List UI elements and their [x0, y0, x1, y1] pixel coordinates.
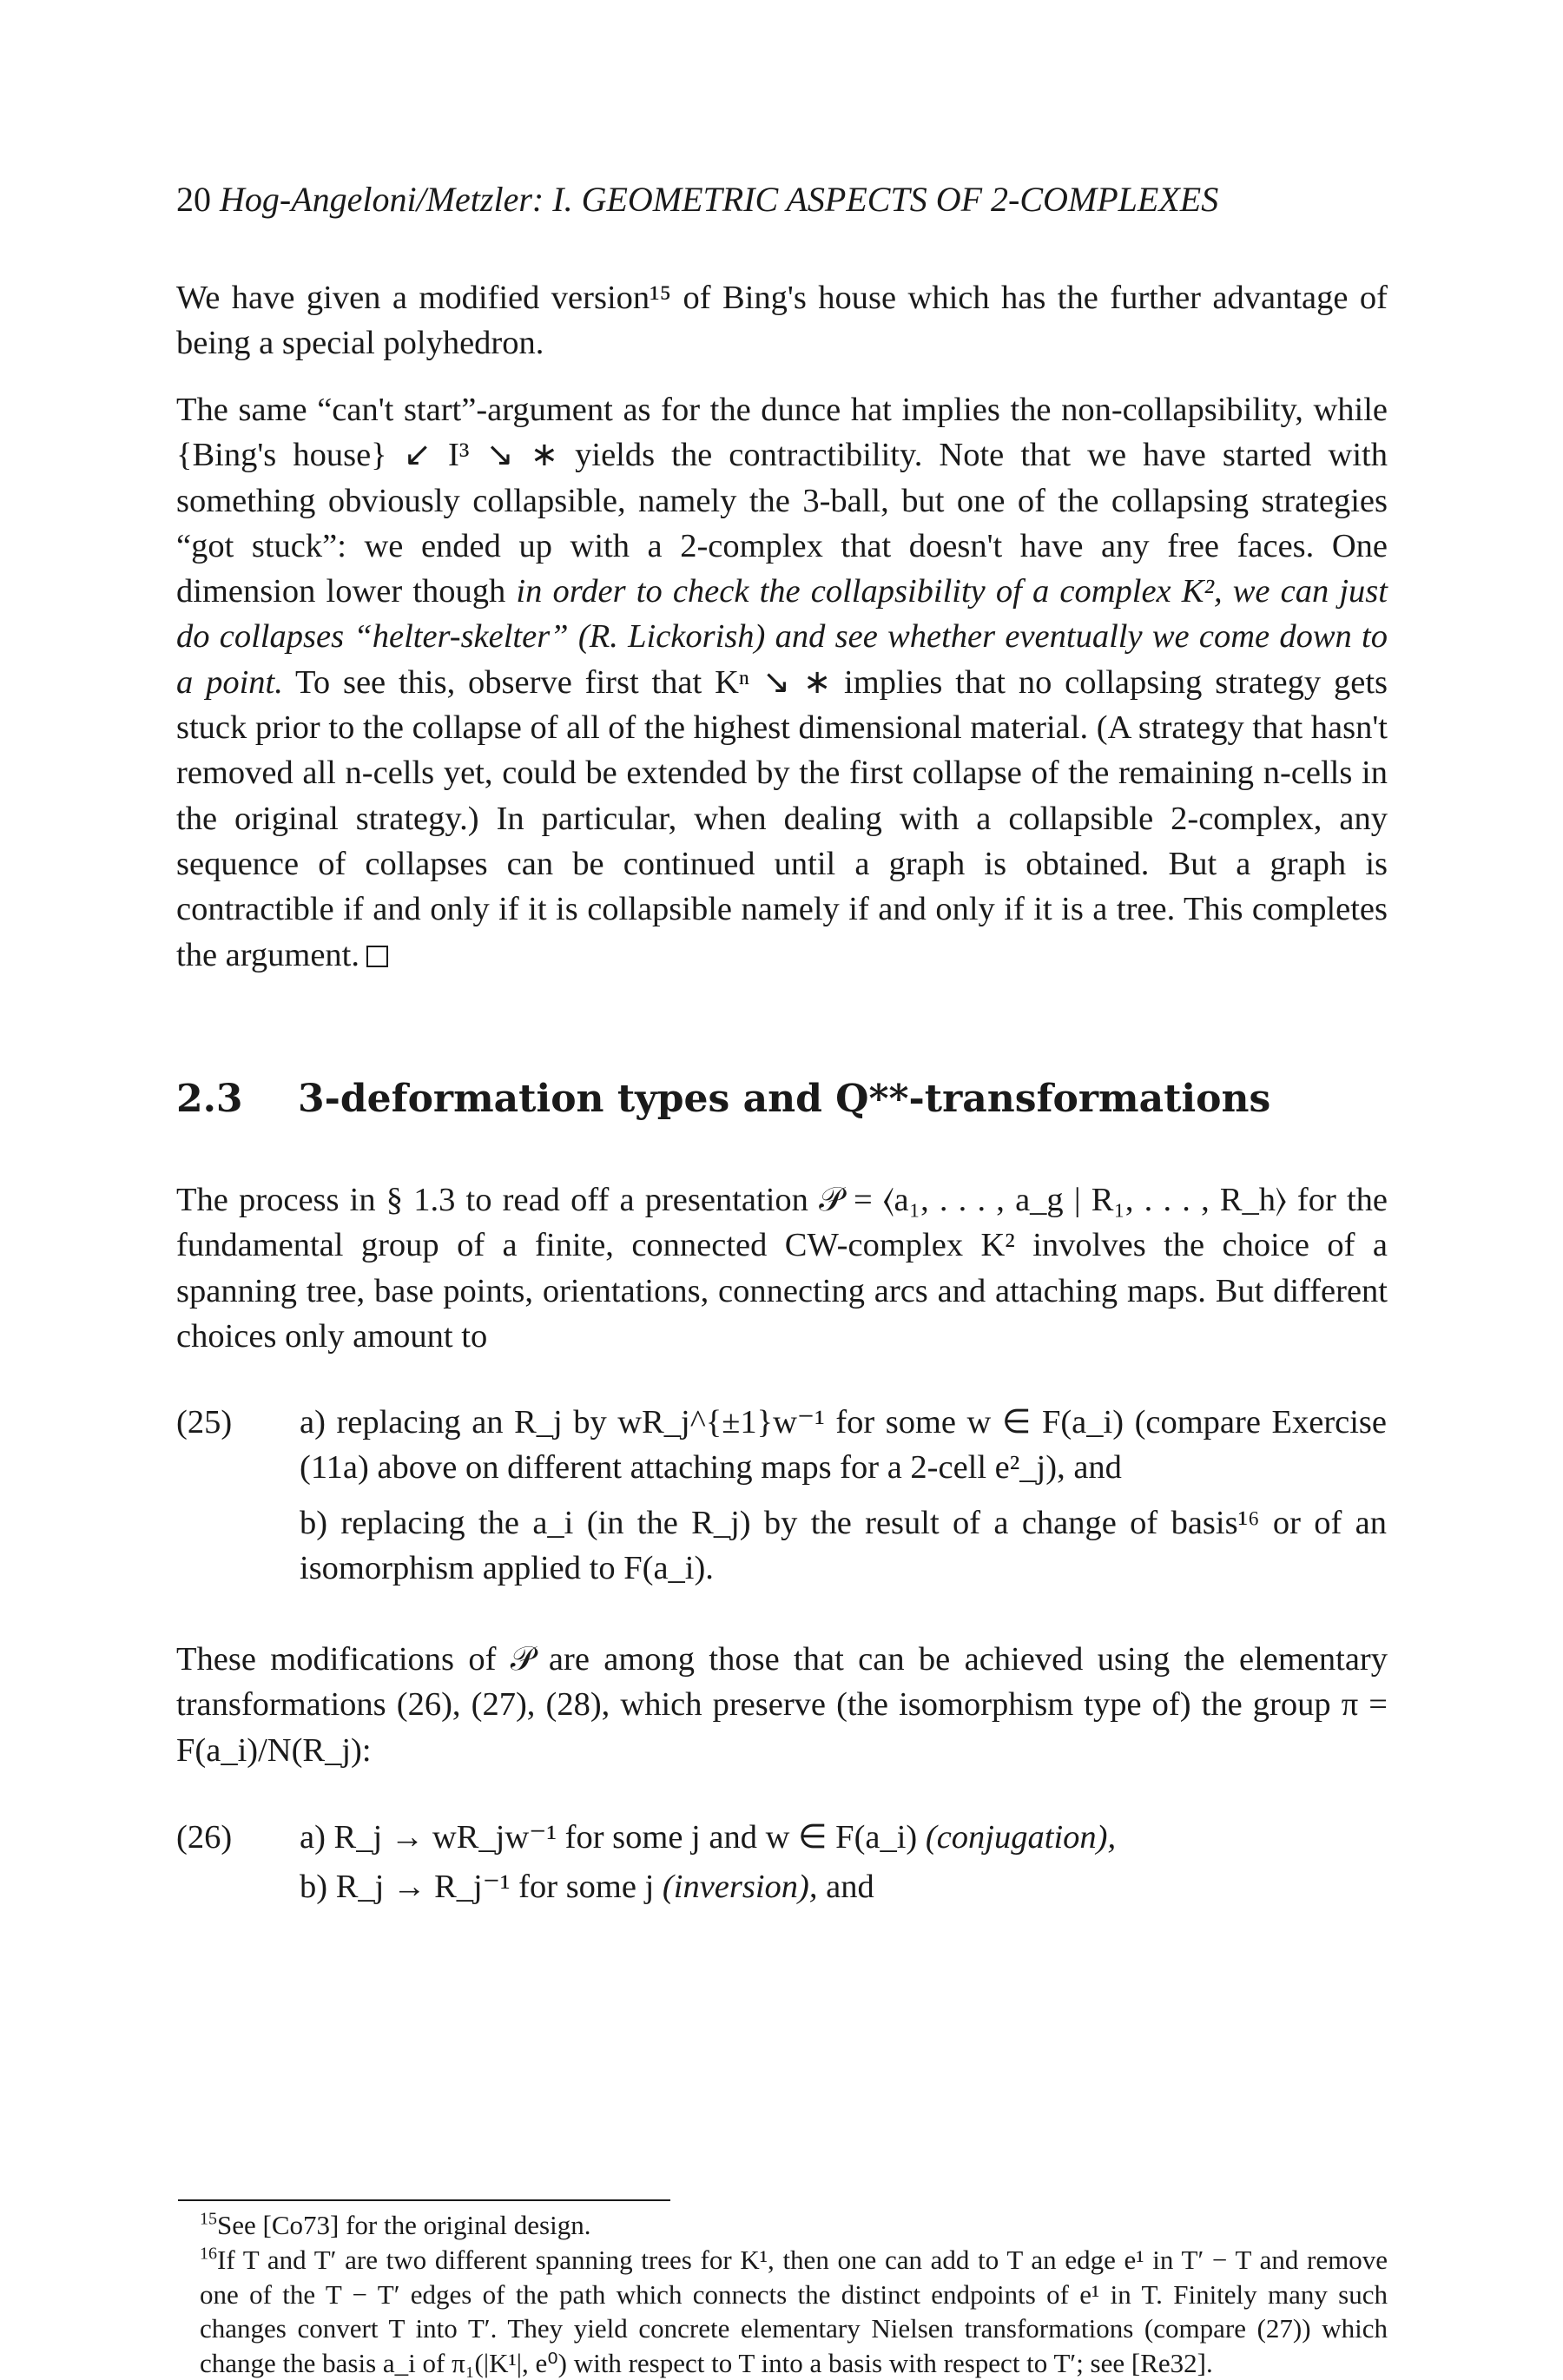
equation-label-25: (25) — [176, 1404, 233, 1441]
section-heading — [176, 1073, 1392, 1125]
section-number: 2.3 — [176, 1077, 243, 1121]
term-conjugation: (conjugation), — [925, 1819, 1117, 1856]
paragraph-collapsibility — [176, 387, 1388, 978]
footnote-marker: 15 — [200, 2209, 217, 2229]
paragraph-presentation — [176, 1177, 1388, 1359]
paragraph-modifications — [176, 1637, 1388, 1773]
running-title: Hog-Angeloni/Metzler: I. GEOMETRIC ASPECTS OF 2-COMPLEXES — [220, 180, 1219, 219]
qed-square-icon — [366, 946, 388, 967]
footnote-text: If T and T′ are two different spanning trees for K¹, then one can add to T an edge e¹ in T′ − T and remove one of the T − T′ edges of the path which connects the distinct endpoints of e¹ in T. Finitely many such changes convert T into T′. They yield concrete elementary Nielsen transformations (compare (27)) which change the basis a_i of π₁(|K¹|, e⁰) with respect to T into a basis with respect to T′; see [Re32]. — [200, 2245, 1388, 2378]
paragraph-body — [176, 387, 1388, 978]
paragraph-bings-house — [176, 275, 1388, 366]
list-item-text: a) R_j → wR_jw⁻¹ for some j and w ∈ F(a_i) — [300, 1819, 918, 1856]
term-inversion: (inversion), — [662, 1869, 818, 1905]
paragraph-text: The process in § 1.3 to read off a presentation 𝒫 = ⟨a₁, . . . , a_g | R₁, . . . , R_h⟩ for the fundamental group of a finite, connected CW-complex K² involves the choice of a spanning tree, base points, orientations, connecting arcs and attaching maps. But different choices only amount to — [176, 1182, 1388, 1355]
list-item-text: b) R_j → R_j⁻¹ for some j — [300, 1869, 655, 1905]
footnote-text: See [Co73] for the original design. — [217, 2210, 591, 2240]
paragraph-text: The same “can't start”-argument as for the dunce hat implies the non-collapsibility, while {Bing's house} ↙ I³ ↘ ∗ yields the contractibility. Note that we have started with something obviously collapsible, namely the 3-ball, but one of the collapsing strategies “got stuck”: we ended up with a 2-complex that doesn't have any free faces. One dimension lower though — [176, 392, 1388, 610]
list-item-26a — [300, 1815, 1342, 1860]
list-item-text-end: and — [826, 1869, 874, 1905]
paragraph-text: We have given a modified version¹⁵ of Bing's house which has the further advantage of being a special polyhedron. — [176, 280, 1388, 362]
emphasis-text: in order to check the collapsibility of a complex K², we can just do collapses “helter-skelter” (R. Lickorish) and see whether eventually we come down to a point. — [176, 573, 1388, 701]
paragraph-text-rest: To see this, observe first that Kⁿ ↘ ∗ implies that no collapsing strategy gets stuck prior to the collapse of all of the highest dimensional material. (A strategy that hasn't removed all n-cells yet, could be extended by the first collapse of the remaining n-cells in the original strategy.) In particular, when dealing with a collapsible 2-complex, any sequence of collapses can be continued until a graph is obtained. But a graph is contractible if and only if it is collapsible namely if and only if it is a tree. This completes the argument. — [176, 663, 1388, 973]
footnote-rule — [178, 2199, 670, 2201]
equation-label-26: (26) — [176, 1819, 233, 1856]
paragraph-text: These modifications of 𝒫 are among those that can be achieved using the elementary transformations (26), (27), (28), which preserve (the isomorphism type of) the group π = F(a_i)/N(R_j): — [176, 1641, 1388, 1769]
list-item-26b — [300, 1864, 1342, 1909]
page-number: 20 — [176, 180, 211, 219]
section-title: 3-deformation types and Q**-transformations — [298, 1077, 1271, 1121]
footnote-marker: 16 — [200, 2244, 217, 2264]
footnote-15 — [200, 2208, 1388, 2243]
footnote-16 — [200, 2243, 1388, 2380]
list-item-25a: a) replacing an R_j by wR_j^{±1}w⁻¹ for some w ∈ F(a_i) (compare Exercise (11a) above on different attaching maps for a 2-cell e²_j), and — [300, 1404, 1387, 1487]
list-item-25b: b) replacing the a_i (in the R_j) by the result of a change of basis¹⁶ or of an isomorphism applied to F(a_i). — [300, 1505, 1387, 1587]
running-header — [176, 178, 1392, 221]
